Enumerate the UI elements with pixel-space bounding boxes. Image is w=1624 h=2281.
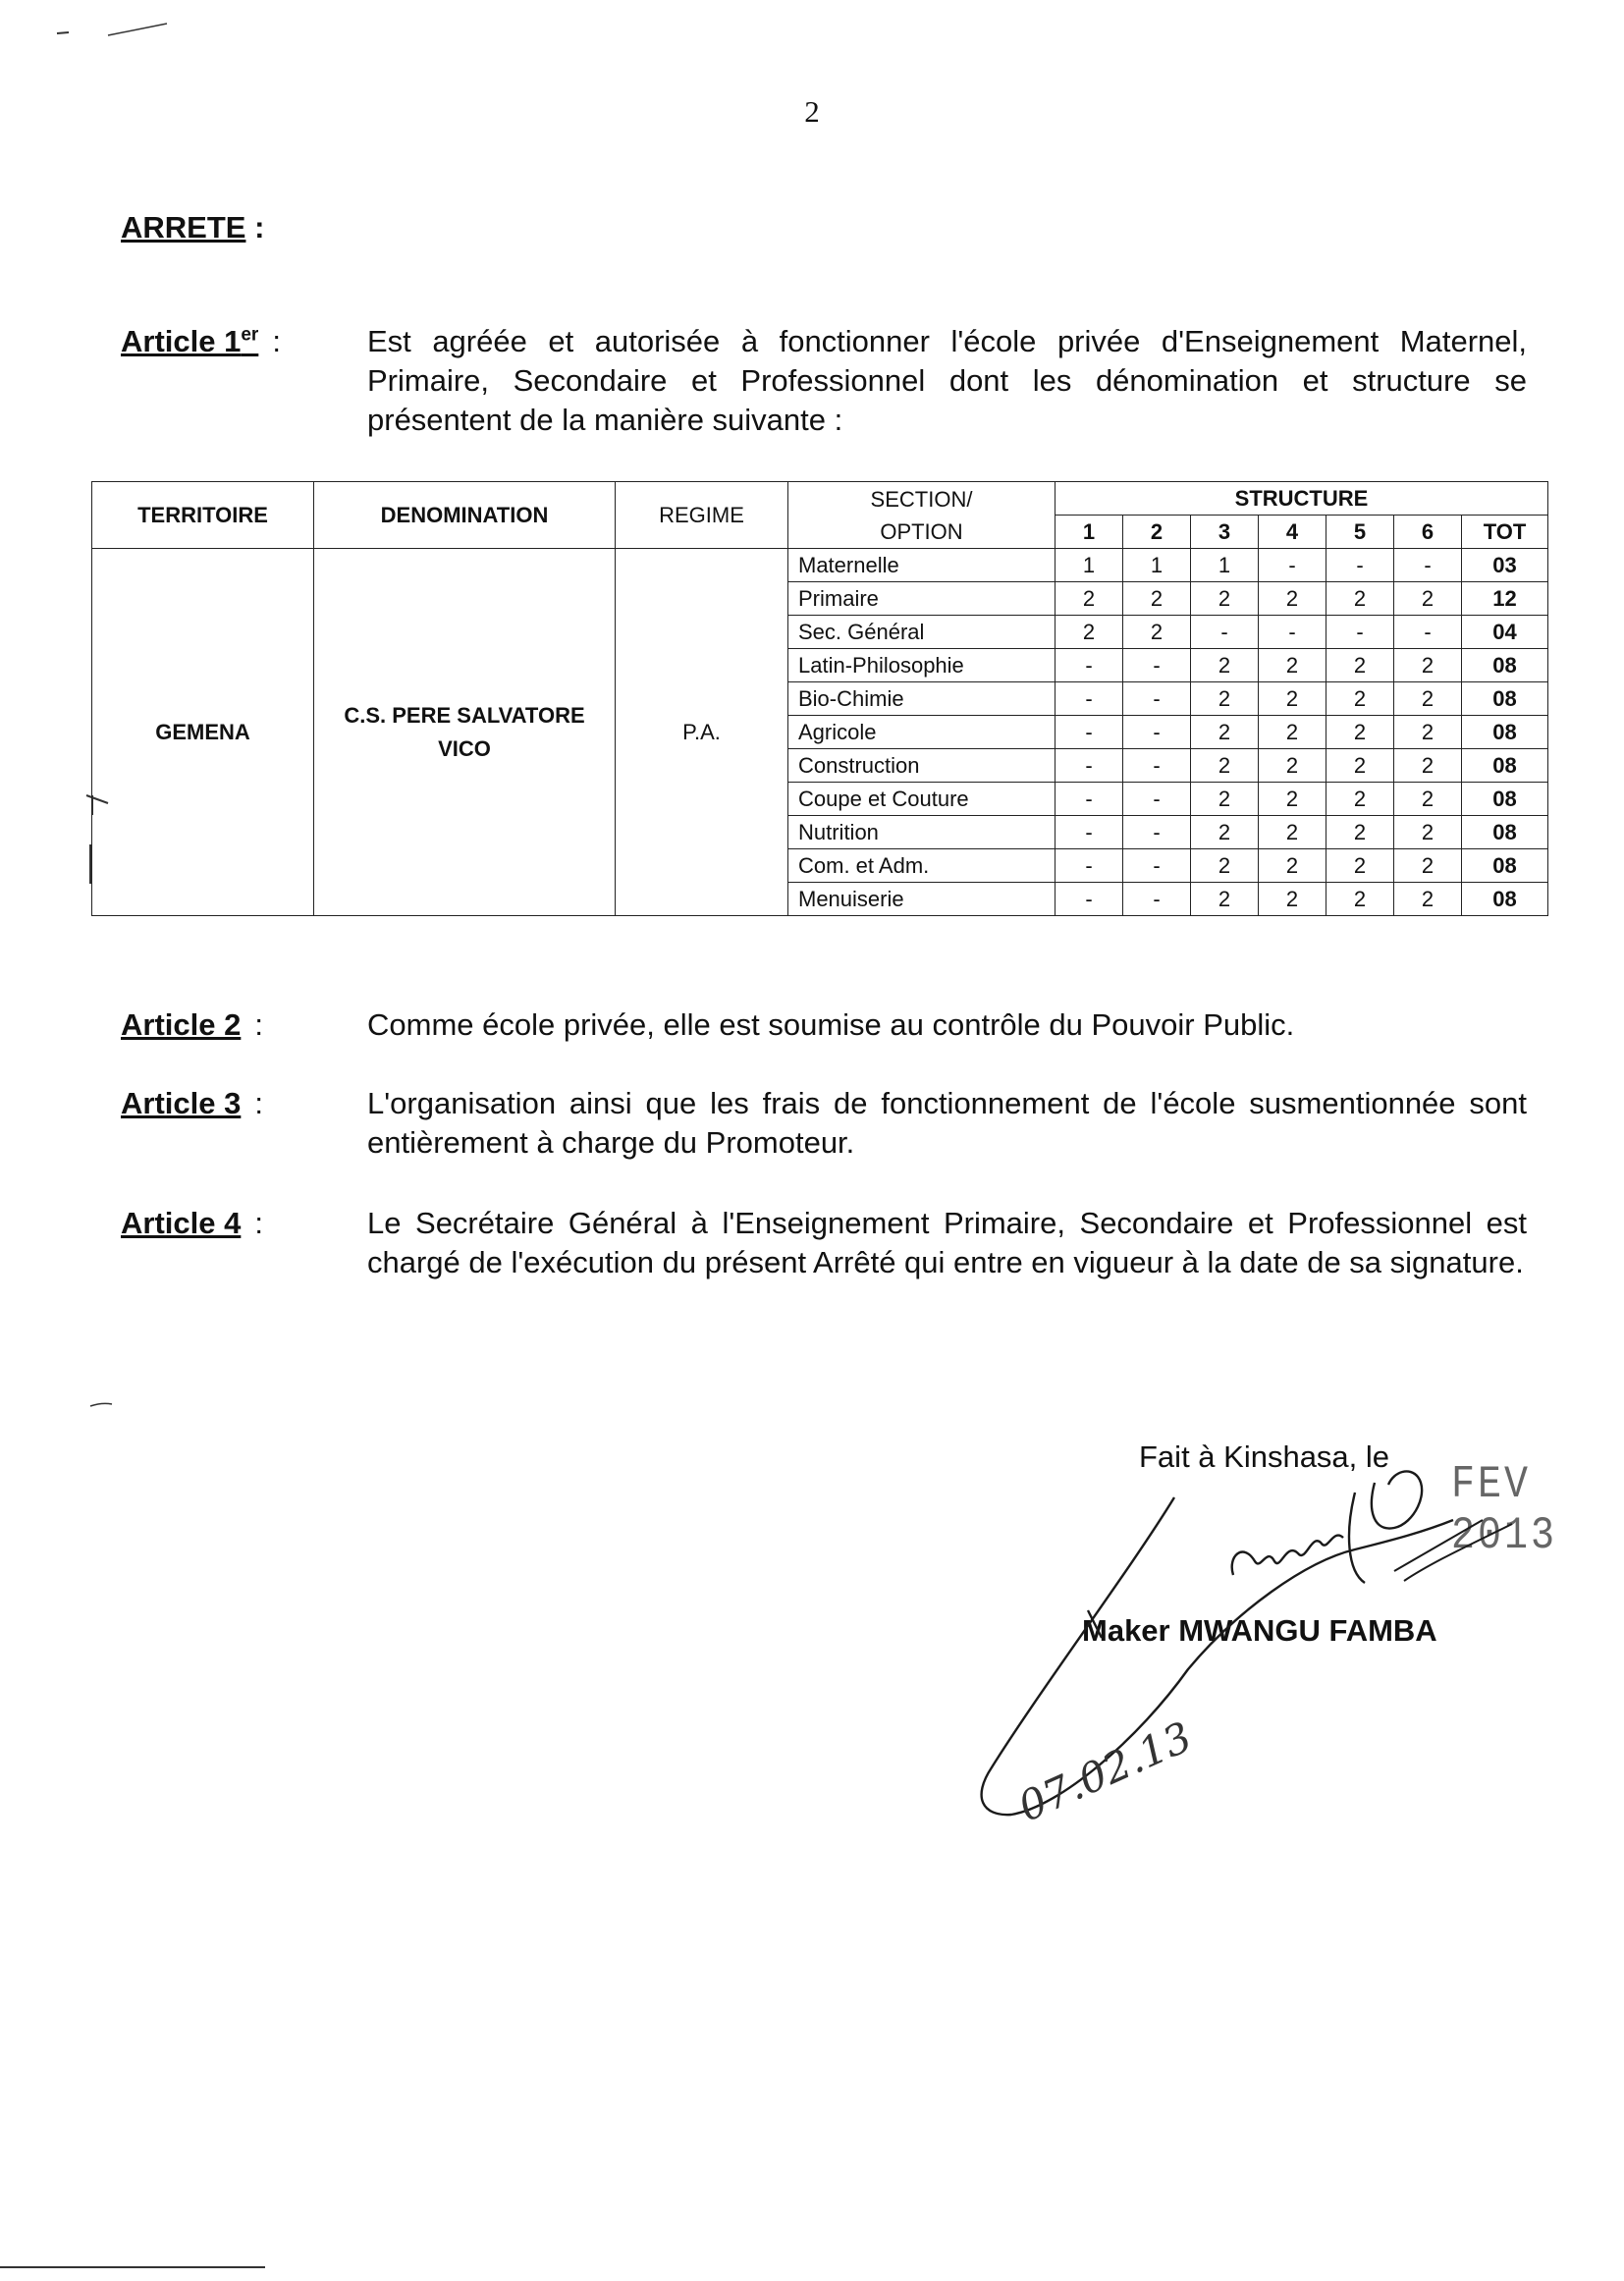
cell-grade-2: 1: [1123, 549, 1191, 582]
arrete-heading-text: ARRETE: [121, 210, 246, 244]
article1-text: Est agréée et autorisée à fonctionner l'école privée d'Enseignement Maternel, Primaire, Secondaire et Professionnel dont les dénomination et structure se présentent de la manière suivante :: [367, 324, 1527, 437]
cell-section: Coupe et Couture: [788, 783, 1056, 816]
cell-regime: P.A.: [616, 549, 788, 916]
cell-grade-1: -: [1056, 883, 1123, 916]
cell-grade-4: 2: [1259, 649, 1326, 682]
cell-grade-3: -: [1191, 616, 1259, 649]
header-grade-1: 1: [1056, 516, 1123, 549]
cell-grade-2: -: [1123, 649, 1191, 682]
header-total: TOT: [1462, 516, 1548, 549]
header-section-option-line2: OPTION: [880, 518, 963, 544]
cell-section: Maternelle: [788, 549, 1056, 582]
cell-grade-4: 2: [1259, 816, 1326, 849]
cell-total: 08: [1462, 749, 1548, 783]
cell-section: Latin-Philosophie: [788, 649, 1056, 682]
cell-grade-6: -: [1394, 616, 1462, 649]
cell-grade-3: 2: [1191, 883, 1259, 916]
cell-grade-5: 2: [1326, 682, 1394, 716]
cell-grade-2: 2: [1123, 582, 1191, 616]
cell-grade-2: -: [1123, 883, 1191, 916]
cell-grade-1: -: [1056, 682, 1123, 716]
cell-territoire: GEMENA: [92, 549, 314, 916]
signer-name: Maker MWANGU FAMBA: [1082, 1613, 1437, 1648]
cell-grade-6: 2: [1394, 883, 1462, 916]
cell-grade-1: -: [1056, 649, 1123, 682]
header-denomination: DENOMINATION: [314, 482, 616, 549]
cell-grade-4: 2: [1259, 849, 1326, 883]
cell-total: 12: [1462, 582, 1548, 616]
cell-grade-4: 2: [1259, 749, 1326, 783]
cell-total: 08: [1462, 716, 1548, 749]
article4-text: Le Secrétaire Général à l'Enseignement Primaire, Secondaire et Professionnel est chargé de l'exécution du présent Arrêté qui entre en vigueur à la date de sa signature.: [367, 1206, 1527, 1279]
cell-section: Agricole: [788, 716, 1056, 749]
cell-grade-5: 2: [1326, 716, 1394, 749]
cell-grade-5: 2: [1326, 582, 1394, 616]
article2-colon: :: [254, 1007, 263, 1042]
cell-grade-6: 2: [1394, 749, 1462, 783]
cell-grade-1: -: [1056, 783, 1123, 816]
article4-colon: :: [254, 1206, 263, 1240]
place-date-line: Fait à Kinshasa, le: [1139, 1439, 1390, 1474]
article2-label-text: Article 2: [121, 1007, 242, 1042]
header-grade-5: 5: [1326, 516, 1394, 549]
date-stamp: FEV 2013: [1451, 1460, 1558, 1562]
cell-grade-3: 2: [1191, 849, 1259, 883]
cell-section: Bio-Chimie: [788, 682, 1056, 716]
cell-grade-6: -: [1394, 549, 1462, 582]
header-section-option-line1: SECTION/: [870, 486, 973, 512]
cell-section: Construction: [788, 749, 1056, 783]
cell-grade-2: -: [1123, 816, 1191, 849]
cell-grade-6: 2: [1394, 582, 1462, 616]
header-grade-6: 6: [1394, 516, 1462, 549]
cell-grade-6: 2: [1394, 816, 1462, 849]
cell-grade-2: -: [1123, 849, 1191, 883]
cell-grade-2: -: [1123, 682, 1191, 716]
article1-label-sup: er: [241, 324, 259, 346]
cell-total: 08: [1462, 649, 1548, 682]
header-territoire: TERRITOIRE: [92, 482, 314, 549]
cell-grade-6: 2: [1394, 649, 1462, 682]
cell-grade-3: 2: [1191, 816, 1259, 849]
article2-text: Comme école privée, elle est soumise au contrôle du Pouvoir Public.: [367, 1007, 1295, 1042]
cell-total: 08: [1462, 682, 1548, 716]
header-grade-4: 4: [1259, 516, 1326, 549]
cell-grade-3: 1: [1191, 549, 1259, 582]
cell-grade-6: 2: [1394, 849, 1462, 883]
cell-total: 04: [1462, 616, 1548, 649]
article1-label-main: Article 1: [121, 324, 242, 358]
cell-grade-5: 2: [1326, 649, 1394, 682]
cell-section: Menuiserie: [788, 883, 1056, 916]
cell-grade-1: 1: [1056, 549, 1123, 582]
cell-total: 08: [1462, 883, 1548, 916]
cell-grade-2: 2: [1123, 616, 1191, 649]
cell-grade-6: 2: [1394, 716, 1462, 749]
handwritten-date: 07.02.13: [1011, 1711, 1199, 1831]
article4-label-text: Article 4: [121, 1206, 242, 1240]
cell-grade-4: -: [1259, 616, 1326, 649]
cell-section: Nutrition: [788, 816, 1056, 849]
cell-denomination-line2: VICO: [438, 735, 491, 761]
cell-total: 08: [1462, 783, 1548, 816]
cell-grade-2: -: [1123, 716, 1191, 749]
cell-grade-3: 2: [1191, 649, 1259, 682]
cell-grade-5: 2: [1326, 816, 1394, 849]
cell-total: 08: [1462, 849, 1548, 883]
header-grade-3: 3: [1191, 516, 1259, 549]
cell-total: 03: [1462, 549, 1548, 582]
cell-grade-4: 2: [1259, 716, 1326, 749]
cell-grade-3: 2: [1191, 716, 1259, 749]
cell-grade-5: -: [1326, 549, 1394, 582]
cell-section: Sec. Général: [788, 616, 1056, 649]
cell-grade-4: 2: [1259, 883, 1326, 916]
cell-denomination-line1: C.S. PERE SALVATORE: [344, 702, 585, 728]
article3-label-text: Article 3: [121, 1086, 242, 1120]
cell-grade-2: -: [1123, 749, 1191, 783]
cell-grade-5: 2: [1326, 783, 1394, 816]
cell-grade-3: 2: [1191, 682, 1259, 716]
header-regime: REGIME: [616, 482, 788, 549]
page-number: 2: [804, 94, 820, 129]
cell-grade-3: 2: [1191, 783, 1259, 816]
header-structure: STRUCTURE: [1056, 482, 1548, 516]
arrete-heading-suffix: :: [245, 210, 265, 244]
cell-grade-5: -: [1326, 616, 1394, 649]
cell-grade-3: 2: [1191, 582, 1259, 616]
header-grade-2: 2: [1123, 516, 1191, 549]
cell-grade-6: 2: [1394, 682, 1462, 716]
cell-section: Primaire: [788, 582, 1056, 616]
cell-grade-1: -: [1056, 849, 1123, 883]
cell-grade-4: 2: [1259, 582, 1326, 616]
cell-grade-3: 2: [1191, 749, 1259, 783]
article1-colon: :: [272, 324, 281, 358]
cell-grade-4: 2: [1259, 682, 1326, 716]
cell-grade-1: -: [1056, 749, 1123, 783]
cell-grade-5: 2: [1326, 849, 1394, 883]
cell-section: Com. et Adm.: [788, 849, 1056, 883]
cell-grade-4: 2: [1259, 783, 1326, 816]
article3-text: L'organisation ainsi que les frais de fonctionnement de l'école susmentionnée sont entièrement à charge du Promoteur.: [367, 1086, 1527, 1160]
cell-grade-1: -: [1056, 716, 1123, 749]
cell-grade-6: 2: [1394, 783, 1462, 816]
cell-grade-5: 2: [1326, 749, 1394, 783]
cell-grade-1: -: [1056, 816, 1123, 849]
cell-total: 08: [1462, 816, 1548, 849]
article3-colon: :: [254, 1086, 263, 1120]
cell-grade-1: 2: [1056, 582, 1123, 616]
cell-grade-5: 2: [1326, 883, 1394, 916]
cell-grade-4: -: [1259, 549, 1326, 582]
cell-grade-1: 2: [1056, 616, 1123, 649]
cell-grade-2: -: [1123, 783, 1191, 816]
